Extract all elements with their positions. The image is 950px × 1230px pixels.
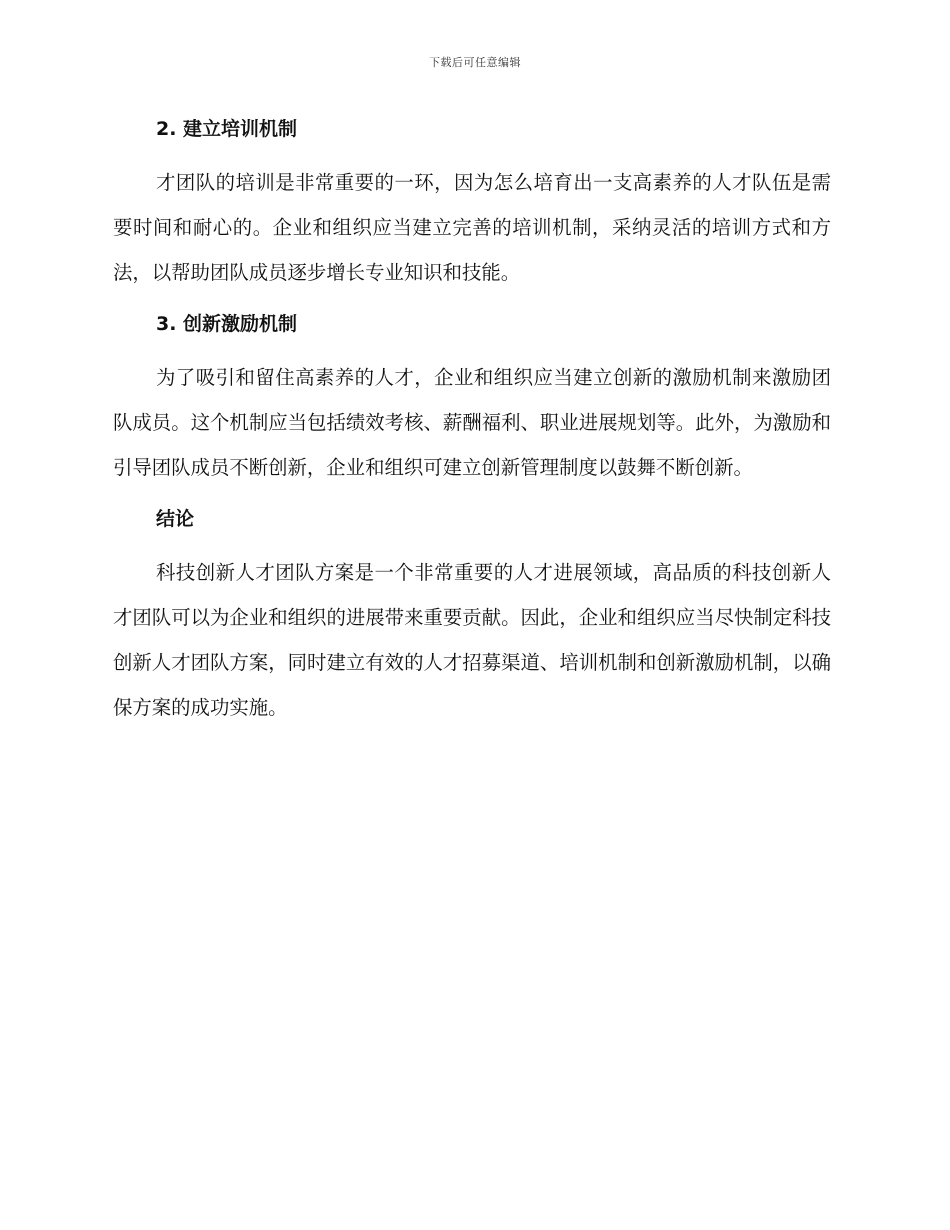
- document-body: [113, 112, 831, 730]
- section-paragraph: 科技创新人才团队方案是一个非常重要的人才进展领域，高品质的科技创新人才团队可以为企业和组织的进展带来重要贡献。因此，企业和组织应当尽快制定科技创新人才团队方案，同时建立有效的人才招募渠道、培训机制和创新激励机制，以确保方案的成功实施。: [113, 561, 831, 719]
- section-incentive-mechanism: [113, 307, 831, 502]
- section-heading: 2. 建立培训机制: [156, 118, 298, 140]
- section-paragraph: 才团队的培训是非常重要的一环，因为怎么培育出一支高素养的人才队伍是需要时间和耐心的。企业和组织应当建立完善的培训机制，采纳灵活的培训方式和方法，以帮助团队成员逐步增长专业知识和技能。: [113, 171, 831, 284]
- section-paragraph: 为了吸引和留住高素养的人才，企业和组织应当建立创新的激励机制来激励团队成员。这个机制应当包括绩效考核、薪酬福利、职业进展规划等。此外，为激励和引导团队成员不断创新，企业和组织可建立创新管理制度以鼓舞不断创新。: [113, 366, 831, 479]
- section-conclusion: [113, 502, 831, 730]
- page-header-note: 下载后可任意编辑: [429, 56, 521, 69]
- section-heading: 结论: [156, 508, 195, 530]
- section-training-mechanism: [113, 112, 831, 307]
- section-heading: 3. 创新激励机制: [156, 313, 298, 335]
